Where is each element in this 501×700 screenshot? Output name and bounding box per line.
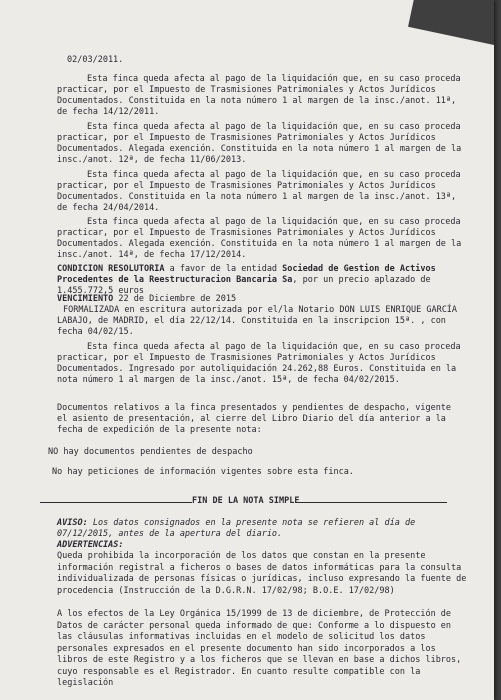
condicion-label: CONDICION RESOLUTORIA <box>57 264 165 274</box>
date-header: 02/03/2011. <box>67 55 124 65</box>
paragraph-tax-2: Esta finca queda afecta al pago de la liquidación que, en su caso proceda practicar, por el Impuesto de Trasmisiones Patrimoniales y Actos Jurídicos Documentados. Alegada exención. Constituida en la nota número 1 al margen de la insc./anot. 12ª, de fecha 11/06/2013. <box>57 122 467 165</box>
paragraph-tax-5: Esta finca queda afecta al pago de la liquidación que, en su caso proceda practicar, por el Impuesto de Trasmisiones Patrimoniales y Actos Jurídicos Documentados. Ingresado por autoliquidación 24.262,88 Euros. Constituida en la nota número 1 al margen de la insc./anot. 15ª, de fecha 04/02/2015. <box>57 342 466 385</box>
no-peticiones: No hay peticiones de información vigentes sobre esta finca. <box>52 467 354 477</box>
vencimiento-value: 22 de Diciembre de 2015 <box>113 294 237 304</box>
aviso <box>57 518 465 540</box>
page-corner-background <box>408 0 494 52</box>
paragraph-tax-1: Esta finca queda afecta al pago de la liquidación que, en su caso proceda practicar, por el Impuesto de Trasmisiones Patrimoniales y Actos Jurídicos Documentados. Constituida en la nota número 1 al margen de la insc./anot. 11ª, de fecha 14/12/2011. <box>57 74 466 117</box>
vencimiento-label: VENCIMIENTO <box>57 294 114 304</box>
condicion-entity: Sociedad de Gestion de Activos Procedentes de la Reestructuracion Bancaria Sa <box>57 264 441 285</box>
paragraph-tax-4: Esta finca queda afecta al pago de la liquidación que, en su caso proceda practicar, por el Impuesto de Trasmisiones Patrimoniales y Actos Jurídicos Documentados. Alegada exención. Constituida en la nota número 1 al margen de la insc./anot. 14ª, de fecha 17/12/2014. <box>57 217 467 260</box>
advertencias-label: ADVERTENCIAS: <box>57 540 124 550</box>
paragraph-tax-3: Esta finca queda afecta al pago de la liquidación que, en su caso proceda practicar, por el Impuesto de Trasmisiones Patrimoniales y Actos Jurídicos Documentados. Constituida en la nota número 1 al margen de la insc./anot. 13ª, de fecha 24/04/2014. <box>57 170 466 213</box>
fin-nota-label: FIN DE LA NOTA SIMPLE <box>192 496 300 506</box>
condicion-mid: a favor de la entidad <box>164 264 283 274</box>
advertencia-1: Queda prohibida la incorporación de los datos que constan en la presente información registral a ficheros o bases de datos informáticas para la consulta individualizada de personas físicas o jurídicas, incluso expresando la fuente de procedencia (Instrucción de la D.G.R.N. 17/02/98; B.O.E. 17/02/98) <box>57 551 472 596</box>
formalizada: FORMALIZADA en escritura autorizada por el/la Notario DON LUIS ENRIQUE GARCÍA LABAJO, de MADRID, el día 22/12/14. Constituida en la inscripcion 15ª. , con fecha 04/02/15. <box>57 305 463 337</box>
condicion-tail: , por un precio aplazado de 1.455.772,5 euros <box>57 274 436 296</box>
rule-left <box>40 494 192 503</box>
rule-right <box>299 494 447 503</box>
fin-nota-line <box>40 494 470 507</box>
no-documentos-pendientes: NO hay documentos pendientes de despacho <box>48 447 253 457</box>
advertencia-2: A los efectos de la Ley Orgánica 15/1999 de 13 de diciembre, de Protección de Datos de carácter personal queda informado de que: Conforme a lo dispuesto en las cláusulas informativas incluidas en el modelo de solicitud los datos personales expresados en el presente documento han sido incorporados a los libros de este Registro y a los ficheros que se llevan en base a dichos libros, cuyo responsable es el Registrador. En cuanto resulte compatible con la legislación <box>57 609 467 688</box>
vencimiento <box>57 294 465 305</box>
documentos-relativos: Documentos relativos a la finca presentados y pendientes de despacho, vigente el asiento de presentación, al cierre del Libro Diario del día anterior a la fecha de expedición de la presente nota: <box>57 403 457 435</box>
aviso-text: Los datos consignados en la presente nota se refieren al día de 07/12/2015, antes de la apertura del diario. <box>57 518 421 539</box>
aviso-label: AVISO: <box>57 518 88 528</box>
condicion-resolutoria <box>57 264 465 297</box>
